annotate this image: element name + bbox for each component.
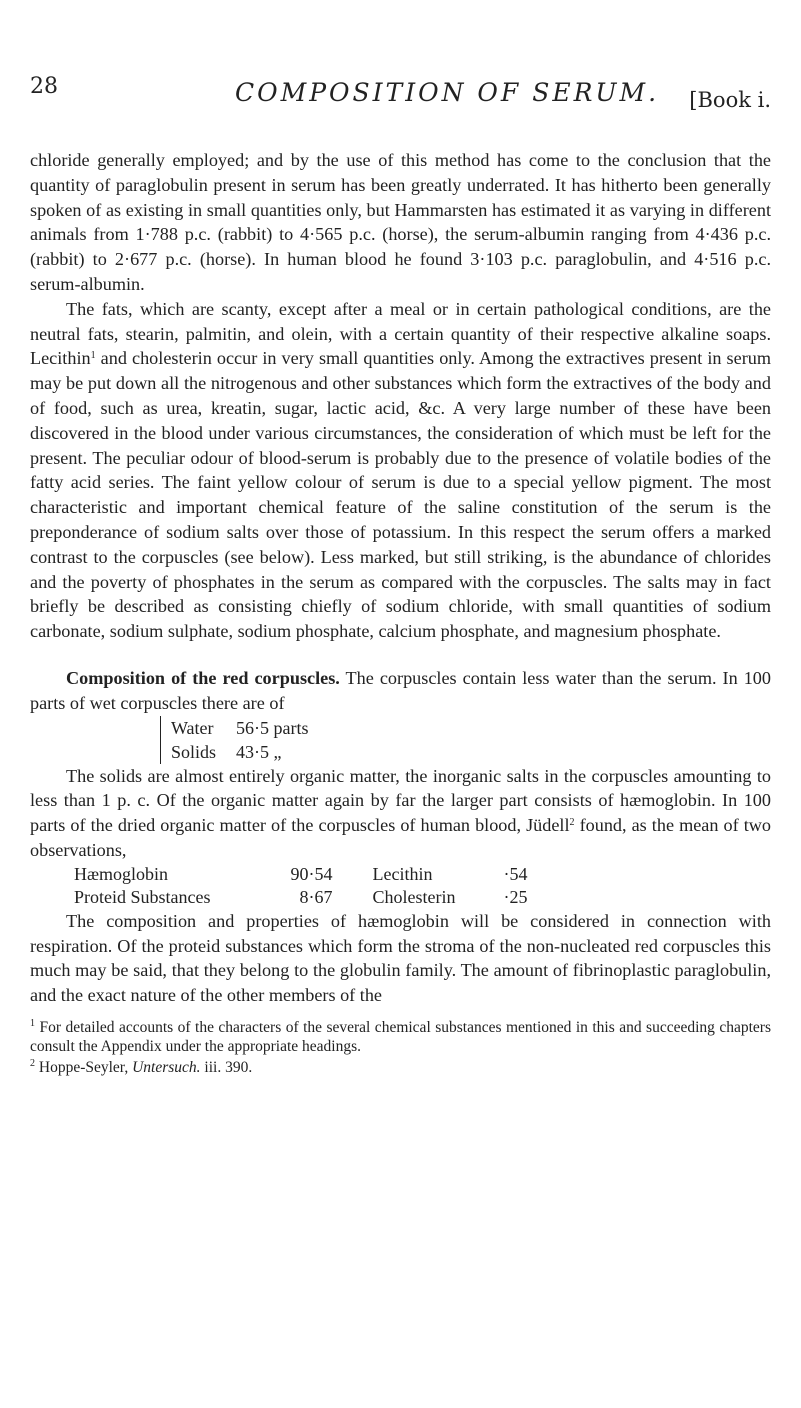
water-solids-table — [160, 716, 320, 764]
footnote-mark-2: 2 — [30, 1057, 35, 1069]
table-row — [74, 863, 540, 886]
body-text — [30, 148, 771, 1077]
fats-text-b: and cholesterin occur in very small quantities only. Among the extractives present in serum may be put down all the nitrogenous and other substances which form the extractives of the body and of food, such as urea, kreatin, sugar, lactic acid, &c. A very large number of these have been discovered in the blood under various circumstances, the consideration of which must be left for the present. The peculiar odour of blood-serum is probably due to the presence of volatile bodies of the fatty acid series. The faint yellow colour of serum is due to a special yellow pigment. The most characteristic and important chemical feature of the saline constitution of the serum is the preponderance of sodium salts over those of potassium. In this respect the serum offers a marked contrast to the corpuscles (see below). Less marked, but still striking, is the abundance of chlorides and the poverty of phosphates in the serum as compared with the corpuscles. The salts may in fact briefly be described as consisting chiefly of sodium chloride, with small quantities of sodium carbonate, sodium sulphate, sodium phosphate, calcium phosphate, and magnesium phosphate. — [30, 348, 771, 642]
paragraph-corpuscles — [30, 666, 771, 716]
paragraph-solids — [30, 764, 771, 863]
cell-value: ·25 — [503, 886, 528, 907]
footnote-mark-1: 1 — [30, 1017, 35, 1029]
footnote-2-author: Hoppe-Seyler, — [38, 1058, 133, 1076]
footnote-2 — [30, 1058, 771, 1077]
solids-label: Solids — [161, 740, 227, 764]
footnote-2-work: Untersuch. — [132, 1058, 201, 1076]
cell-value: 8·67 — [299, 886, 333, 907]
footnote-1-text: For detailed accounts of the characters of the several chemical substances mentioned in this and succeeding chapters consult the Appendix under the appropriate headings. — [30, 1018, 772, 1055]
solids-value: 43·5 „ — [236, 741, 282, 762]
cell-value: ·54 — [503, 863, 528, 884]
solids-text-a: The solids are almost entirely organic matter, the inorganic salts in the corpuscles amounting to less than 1 p. c. Of the organic matter again by far the larger part consists of hæmoglobin. In 100 parts of the dried organic matter of the corpuscles of human blood, Jüdell — [30, 765, 771, 836]
water-value: 56·5 parts — [236, 717, 309, 738]
table-row — [74, 886, 540, 909]
cell-label: Lecithin — [372, 863, 433, 884]
solids-text-b: found, as the mean of two observations, — [30, 815, 771, 860]
footnote-1 — [30, 1018, 771, 1056]
paragraph-fats — [30, 297, 771, 644]
table-row — [161, 740, 320, 764]
cell-value: 90·54 — [290, 863, 333, 884]
cell-label: Proteid Substances — [74, 886, 211, 907]
footnote-ref-1: 1 — [90, 350, 96, 362]
book-label: [Book i. — [689, 88, 771, 112]
table-row — [161, 716, 320, 740]
running-title: COMPOSITION OF SERUM. — [235, 78, 660, 107]
paragraph-haemoglobin: The composition and properties of hæmoglobin will be considered in connection with respiration. Of the proteid substances which form the stroma of the non-nucleated red corpuscles this much may be said, that they belong to the globulin family. The amount of fibrinoplastic paraglobulin, and the exact nature of the other members of the — [30, 910, 771, 1006]
paragraph-paraglobulin: chloride generally employed; and by the use of this method has come to the conclusion that the quantity of paraglobulin present in serum has been greatly underrated. It has hitherto been generally spoken of as existing in small quantities only, but Hammarsten has estimated it as varying in different animals from 1·788 p.c. (rabbit) to 4·565 p.c. (horse), the serum-albumin ranging from 4·436 p.c. (rabbit) to 2·677 p.c. (horse). In human blood he found 3·103 p.c. paraglobulin, and 4·516 p.c. serum-albumin. — [30, 150, 771, 294]
footnote-ref-2: 2 — [569, 817, 575, 829]
footnote-2-ref: iii. 390. — [200, 1058, 253, 1076]
haemoglobin-table — [74, 863, 540, 909]
page-header — [30, 74, 771, 114]
cell-label: Cholesterin — [372, 886, 456, 907]
section-heading: Composition of the red corpuscles. — [66, 667, 340, 688]
cell-label: Hæmoglobin — [74, 863, 169, 884]
page-number: 28 — [30, 74, 58, 99]
fats-text-a: The fats, which are scanty, except after a meal or in certain pathological conditions, are the neutral fats, stearin, palmitin, and olein, with a certain quantity of their respective alkaline soaps. Lecithin — [30, 298, 771, 369]
water-label: Water — [161, 716, 227, 740]
corpuscles-text: The corpuscles contain less water than the serum. In 100 parts of wet corpuscles there are of — [30, 667, 771, 713]
